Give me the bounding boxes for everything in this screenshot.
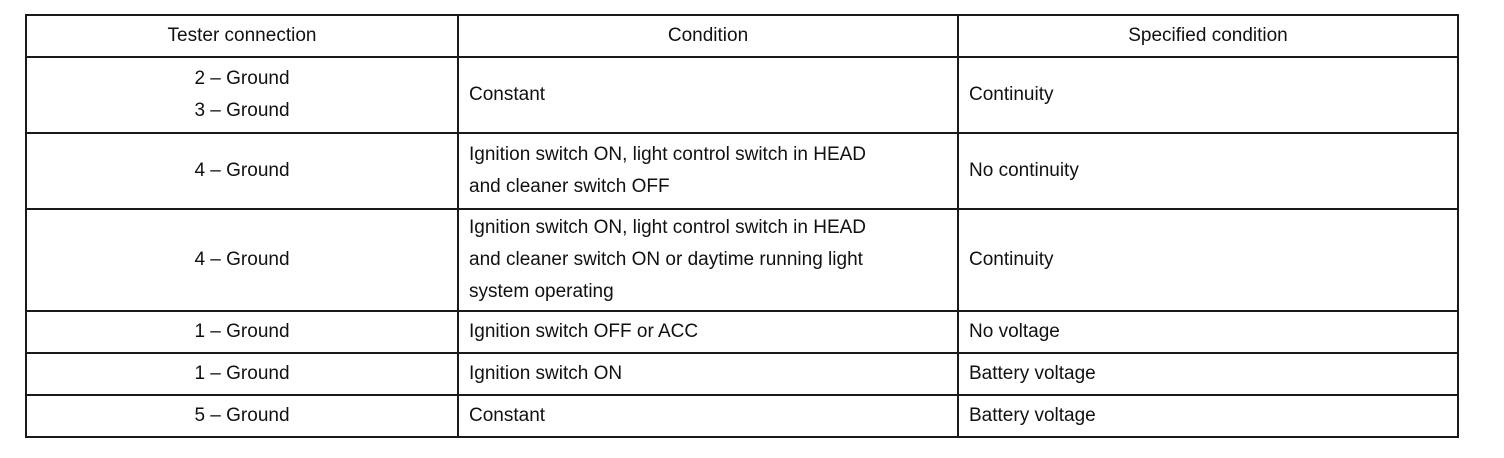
specification-table — [25, 14, 1459, 438]
condition-cell — [458, 353, 958, 395]
specified-condition-cell: No voltage — [958, 311, 1458, 353]
header-condition: Condition — [458, 15, 958, 57]
header-tester-connection: Tester connection — [26, 15, 458, 57]
tester-connection-cell — [26, 133, 458, 209]
condition-line: and cleaner switch ON or daytime running light — [469, 249, 863, 270]
condition-cell — [458, 311, 958, 353]
table-row — [26, 133, 1458, 209]
condition-cell — [458, 57, 958, 133]
condition-line: Ignition switch OFF or ACC — [469, 321, 699, 342]
table-row — [26, 209, 1458, 311]
condition-line: Constant — [469, 405, 546, 426]
tester-connection-cell — [26, 311, 458, 353]
condition-line: and cleaner switch OFF — [469, 176, 670, 197]
condition-line: Ignition switch ON — [469, 363, 623, 384]
specified-condition-cell: Battery voltage — [958, 353, 1458, 395]
condition-line: system operating — [469, 281, 614, 302]
table-row — [26, 353, 1458, 395]
header-row — [26, 15, 1458, 57]
condition-line: Constant — [469, 84, 546, 105]
specified-condition-cell: Continuity — [958, 57, 1458, 133]
condition-line: Ignition switch ON, light control switch in HEAD — [469, 217, 867, 238]
table-row — [26, 57, 1458, 133]
tester-connection-cell — [26, 395, 458, 437]
header-specified-condition: Specified condition — [958, 15, 1458, 57]
table-row — [26, 311, 1458, 353]
table-row — [26, 395, 1458, 437]
condition-cell — [458, 209, 958, 311]
tester-connection-cell — [26, 353, 458, 395]
condition-cell — [458, 133, 958, 209]
tester-connection-line: 2 – Ground — [194, 68, 290, 89]
specified-condition-cell: No continuity — [958, 133, 1458, 209]
tester-connection-line: 1 – Ground — [194, 321, 290, 342]
tester-connection-line: 4 – Ground — [194, 249, 290, 270]
specified-condition-cell: Continuity — [958, 209, 1458, 311]
tester-connection-line: 4 – Ground — [194, 160, 290, 181]
tester-connection-cell — [26, 209, 458, 311]
tester-connection-line: 1 – Ground — [194, 363, 290, 384]
tester-connection-line: 5 – Ground — [194, 405, 290, 426]
condition-cell — [458, 395, 958, 437]
tester-connection-line: 3 – Ground — [194, 100, 290, 121]
specified-condition-cell: Battery voltage — [958, 395, 1458, 437]
condition-line: Ignition switch ON, light control switch in HEAD — [469, 144, 867, 165]
tester-connection-cell — [26, 57, 458, 133]
